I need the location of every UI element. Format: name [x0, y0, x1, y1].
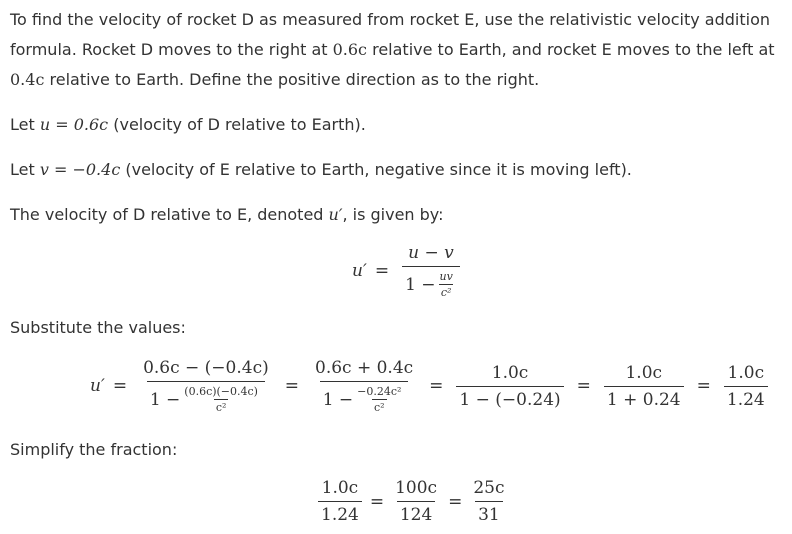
let-u-text-2: (velocity of D relative to Earth). — [108, 115, 366, 134]
substitution-term-2 — [312, 358, 416, 414]
intro-text-3: relative to Earth. Define the positive direction as to the right. — [44, 70, 540, 89]
substitution-term-5-num: 1.0c — [727, 362, 765, 383]
substitution-term-1-subfraction — [182, 385, 260, 414]
relative-text-2: , is given by: — [342, 205, 444, 224]
simplify-paragraph — [10, 435, 785, 465]
relative-math-u-prime: u′ — [328, 205, 343, 224]
formula-den-sub-den: c² — [440, 286, 452, 299]
simplification-f1-num: 1.0c — [321, 478, 359, 498]
relative-velocity-paragraph — [10, 200, 785, 230]
simplify-text: Simplify the fraction: — [10, 440, 178, 459]
substitute-paragraph — [10, 313, 785, 343]
substitution-term-2-num: 0.6c + 0.4c — [315, 358, 414, 378]
intro-math-e-speed: 0.4c — [10, 70, 45, 89]
substitution-term-1-num: 0.6c − (−0.4c) — [143, 358, 269, 378]
let-v-math: v = −0.4c — [39, 160, 121, 179]
intro-math-d-speed: 0.6c — [332, 40, 368, 59]
let-u-math: u = 0.6c — [39, 115, 109, 134]
substitution-term-2-den — [320, 381, 409, 414]
substitution-term-1-sub-den: c² — [215, 401, 227, 414]
let-v-paragraph — [10, 155, 785, 185]
substitution-term-1-sub-num: (0.6c)(−0.4c) — [184, 385, 258, 398]
let-u-text-1: Let — [10, 115, 40, 134]
let-u-paragraph — [10, 110, 785, 140]
substitution-term-2-den-lead: 1 − — [322, 389, 354, 410]
formula-denominator — [402, 266, 460, 299]
substitute-text: Substitute the values: — [10, 318, 186, 337]
substitution-term-3 — [456, 363, 563, 410]
simplification-f3-num: 25c — [473, 478, 505, 498]
formula-den-sub-num: uv — [439, 270, 453, 283]
formula-lhs: u′ — [352, 261, 367, 281]
simplification-f2-den: 124 — [397, 501, 435, 525]
substitution-term-3-den: 1 − (−0.24) — [456, 386, 563, 410]
substitution-term-5-den: 1.24 — [724, 386, 768, 410]
intro-paragraph — [10, 5, 785, 95]
formula-numerator: u − v — [408, 243, 454, 263]
intro-text-2: relative to Earth, and rocket E moves to the left at — [367, 40, 775, 59]
simplification-fraction-1 — [318, 478, 362, 525]
substitution-lhs: u′ — [90, 376, 105, 396]
substitution-term-4-den: 1 + 0.24 — [604, 386, 684, 410]
let-v-text-1: Let — [10, 160, 40, 179]
simplification-f2-num: 100c — [395, 478, 438, 498]
simplification-fraction-3 — [470, 478, 507, 525]
substitution-term-5 — [724, 363, 768, 410]
substitution-term-4-num: 1.0c — [625, 362, 663, 383]
velocity-addition-formula — [352, 243, 465, 299]
formula-den-subfraction — [438, 270, 455, 299]
substitution-term-1-den-lead: 1 − — [149, 389, 181, 410]
substitution-term-1 — [140, 358, 272, 414]
intro-text-1: To find the velocity of rocket D as measured from rocket E, use the relativistic velocity addition formula. Rocket D moves to the right at — [10, 10, 771, 59]
relative-text-1: The velocity of D relative to E, denoted — [10, 205, 329, 224]
formula-den-lead: 1 − — [405, 274, 436, 295]
substitution-equation: u′ = 0.6c − (−0.4c) 1 − $\frac{(0.6c)(-0.4c)}{\text{c²}}$ = 0.6c + 0.4c 1 − $\frac{\text{−0.24c²}}{\text{c²}}$ = $\frac{1.0c}{1 - (-0.24)}$ = $\frac{1.0c}{1 + 0.24}$ = $\frac{1.0c}{1.24}$ — [90, 358, 773, 414]
substitution-term-1-den — [147, 381, 265, 414]
simplification-equation: $\frac{1.0c}{1.24}$ = $\frac{100c}{124}$ = $\frac{25c}{31}$ — [313, 478, 512, 525]
simplification-fraction-2 — [392, 478, 440, 525]
simplification-f3-den: 31 — [475, 501, 503, 525]
substitution-term-2-sub-den: c² — [374, 401, 385, 414]
formula-equals: = — [374, 261, 390, 281]
substitution-term-2-subfraction — [355, 385, 403, 414]
substitution-term-2-sub-num: −0.24c² — [357, 385, 402, 398]
substitution-term-4 — [604, 363, 684, 410]
let-v-text-2: (velocity of E relative to Earth, negative since it is moving left). — [120, 160, 632, 179]
substitution-term-3-num: 1.0c — [491, 362, 529, 383]
formula-fraction — [402, 243, 460, 299]
simplification-f1-den: 1.24 — [318, 501, 362, 525]
